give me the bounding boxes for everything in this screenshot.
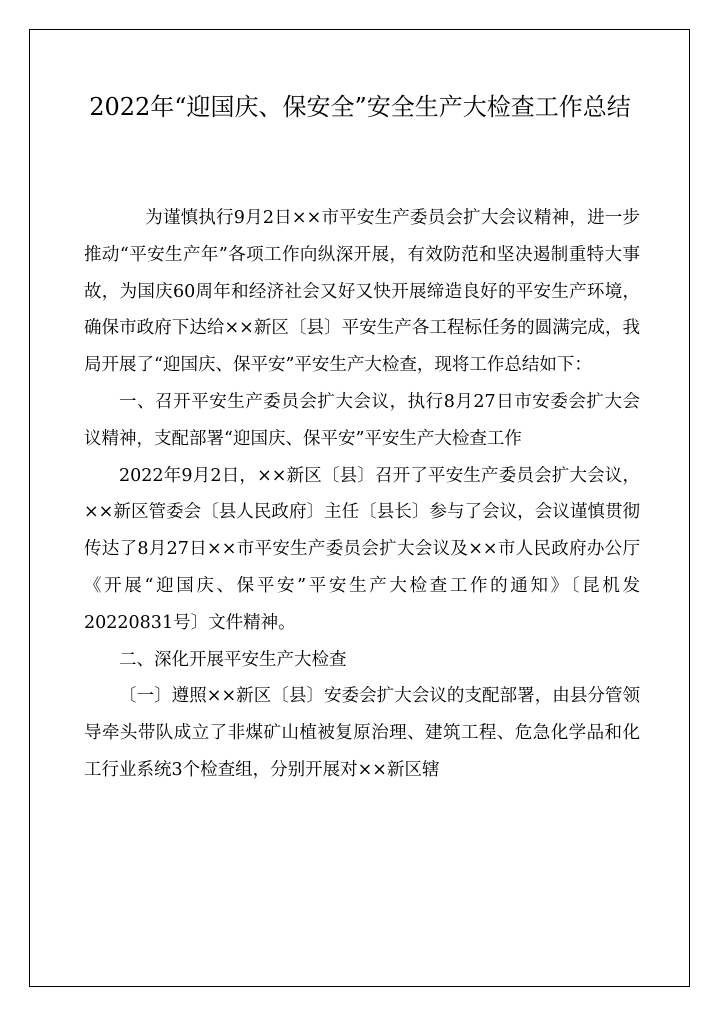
paragraph-section-2-heading: 二、深化开展平安生产大检查 — [119, 649, 347, 670]
document-body — [84, 200, 640, 789]
paragraph-subsection-1: 〔一〕遵照××新区〔县〕安委会扩大会议的支配部署，由县分管领导牵头带队成立了非煤矿山植被复原治理、建筑工程、危急化学品和化工行业系统3个检查组，分别开展对××新区辖 — [84, 686, 640, 780]
paragraph-section-1-heading: 一、召开平安生产委员会扩大会议，执行8月27日市安委会扩大会议精神，支配部署“迎国庆、保平安”平安生产大检查工作 — [84, 391, 640, 449]
paragraph-intro: 为谨慎执行9月2日××市平安生产委员会扩大会议精神，进一步推动“平安生产年”各项工作向纵深开展，有效防范和坚决遏制重特大事故，为国庆60周年和经济社会又好又快开展缔造良好的平安生产环境，确保市政府下达给××新区〔县〕平安生产各工程标任务的圆满完成，我局开展了“迎国庆、保平安”平安生产大检查，现将工作总结如下： — [84, 208, 640, 376]
paragraph-meeting: 2022年9月2日，××新区〔县〕召开了平安生产委员会扩大会议，××新区管委会〔县人民政府〕主任〔县长〕参与了会议，会议谨慎贯彻传达了8月27日××市平安生产委员会扩大会议及××市人民政府办公厅《开展“迎国庆、保平安”平安生产大检查工作的通知》〔昆机发20220831号〕文件精神。 — [84, 465, 640, 633]
document-title: 2022年“迎国庆、保安全”安全生产大检查工作总结 — [89, 93, 631, 121]
